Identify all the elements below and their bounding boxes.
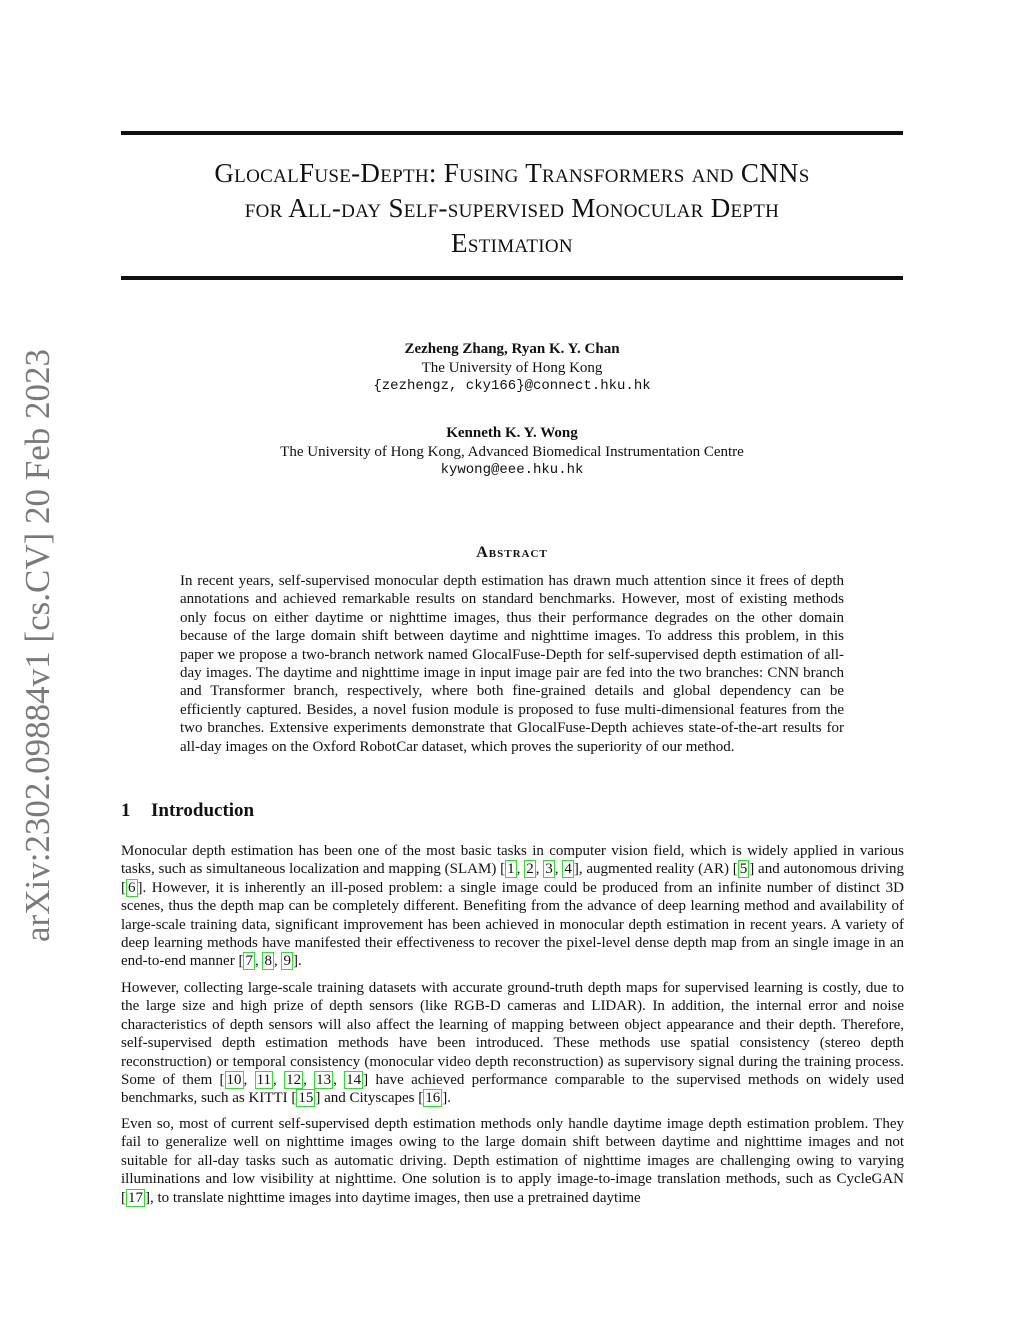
citation-separator: , xyxy=(516,861,525,878)
abstract-body: In recent years, self-supervised monocular depth estimation has drawn much attention since it frees of depth annotations and achieved remarkable results on standard benchmarks. However, most of existing methods only focus on either daytime or nighttime images, thus their performance degrades on the other domain because of the large domain shift between daytime and nighttime images. To address this problem, in this paper we propose a two-branch network named GlocalFuse-Depth for self-supervised depth estimation of all-day images. The daytime and nighttime image in input image pair are fed into the two branches: CNN branch and Transformer branch, respectively, where both fine-grained details and global dependency can be efficiently captured. Besides, a novel fusion module is proposed to fuse multi-dimensional features from the two branches. Extensive experiments demonstrate that GlocalFuse-Depth achieves state-of-the-art results for all-day images on the Oxford RobotCar dataset, which proves the superiority of our method. xyxy=(180,573,844,755)
paragraph-text: ] and autonomous driving [ xyxy=(121,861,904,896)
citation-separator: , xyxy=(333,1072,345,1089)
citation-link[interactable]: 2 xyxy=(526,861,534,878)
section-heading-introduction xyxy=(121,800,254,822)
citation-link[interactable]: 8 xyxy=(264,953,272,970)
citation-link[interactable]: 17 xyxy=(128,1189,143,1206)
citation-link[interactable]: 7 xyxy=(245,953,253,970)
title-line-3: Estimation xyxy=(451,228,573,258)
paragraph-text: Even so, most of current self-supervised depth estimation methods only handle daytime image depth estimation problem. They fail to generalize well on nighttime images owing to the large domain shift between daytime and nighttime images and not suitable for all-day tasks such as automatic driving. Depth estimation of nighttime images are challenging owing to varying illuminations and low visibility at nighttime. One solution is to apply image-to-image translation methods, such as CycleGAN [ xyxy=(121,1116,904,1206)
citation-link[interactable]: 4 xyxy=(564,861,572,878)
intro-paragraph-1 xyxy=(121,842,904,971)
citation-separator: , xyxy=(303,1072,315,1089)
author-affiliation: The University of Hong Kong, Advanced Biomedical Instrumentation Centre xyxy=(280,443,744,460)
author-email: kywong@eee.hku.hk xyxy=(440,462,584,478)
author-block xyxy=(121,424,903,480)
title-line-1: GlocalFuse-Depth: Fusing Transformers and CNNs xyxy=(214,158,810,188)
citation-separator: , xyxy=(254,953,263,970)
paragraph-text: ], augmented reality (AR) [ xyxy=(573,861,738,878)
section-title: Introduction xyxy=(151,800,255,821)
intro-paragraph-2 xyxy=(121,979,904,1108)
citation-link[interactable]: 10 xyxy=(226,1072,242,1089)
paper-title xyxy=(121,156,903,261)
paragraph-text: ] have achieved performance comparable to the supervised methods on widely used benchmarks, such as KITTI [ xyxy=(121,1072,905,1107)
citation-link[interactable]: 1 xyxy=(507,861,515,878)
citation-link[interactable]: 16 xyxy=(425,1090,441,1107)
citation-separator: , xyxy=(273,953,282,970)
title-rule-top xyxy=(121,131,903,135)
paragraph-text: ], to translate nighttime images into daytime images, then use a pretrained daytime xyxy=(145,1189,641,1206)
intro-paragraph-3 xyxy=(121,1115,904,1207)
author-names: Zezheng Zhang, Ryan K. Y. Chan xyxy=(404,341,620,357)
citation-link[interactable]: 9 xyxy=(283,953,291,970)
citation-link[interactable]: 6 xyxy=(128,879,136,896)
paragraph-text: However, collecting large-scale training datasets with accurate ground-truth depth maps for supervised learning is costly, due to the large size and high prize of depth sensors (like RGB-D cameras and LIDAR). In addition, the internal error and noise characteristics of depth sensors will also affect the learning of mapping between object appearance and their depth. Therefore, self-supervised depth estimation methods have been introduced. These methods use spatial consistency (stereo depth reconstruction) or temporal consistency (monocular video depth reconstruction) as supervisory signal during the training process. Some of them [ xyxy=(121,980,904,1089)
author-affiliation: The University of Hong Kong xyxy=(421,359,603,376)
citation-link[interactable]: 14 xyxy=(346,1072,362,1089)
citation-separator: , xyxy=(243,1072,255,1089)
title-line-2: for All-day Self-supervised Monocular Depth xyxy=(244,193,780,223)
author-email: {zezhengz, cky166}@connect.hku.hk xyxy=(373,378,651,394)
citation-separator: , xyxy=(554,861,563,878)
citation-link[interactable]: 11 xyxy=(256,1072,272,1089)
citation-link[interactable]: 5 xyxy=(739,861,748,878)
arxiv-identifier[interactable]: arXiv:2302.09884v1 [cs.CV] 20 Feb 2023 xyxy=(18,348,57,942)
author-names: Kenneth K. Y. Wong xyxy=(446,425,578,441)
paragraph-text: ]. xyxy=(442,1090,451,1107)
section-number: 1 xyxy=(121,800,131,821)
citation-link[interactable]: 3 xyxy=(545,861,553,878)
paragraph-text: Monocular depth estimation has been one of the most basic tasks in computer vision field, which is widely applied in various tasks, such as simultaneous localization and mapping (SLAM) [ xyxy=(121,843,904,878)
citation-link[interactable]: 13 xyxy=(316,1072,332,1089)
paragraph-text: ]. xyxy=(292,953,302,970)
citation-separator: , xyxy=(273,1072,285,1089)
citation-separator: , xyxy=(535,861,544,878)
paragraph-text: ] and Cityscapes [ xyxy=(315,1090,424,1107)
author-block xyxy=(121,340,903,396)
abstract-heading: Abstract xyxy=(476,544,548,561)
paragraph-text: ]. However, it is inherently an ill-posed problem: a single image could be produced from an infinite number of distinct 3D scenes, thus the depth map can be completely different. Benefiting from the advance of deep learning method and availability of large-scale training data, significant improvement has been achieved in monocular depth estimation in recent years. A variety of deep learning methods have manifested their effectiveness to recover the pixel-level dense depth map from an single image in an end-to-end manner [ xyxy=(121,879,904,970)
citation-link[interactable]: 15 xyxy=(298,1090,314,1107)
title-rule-bottom xyxy=(121,276,903,280)
citation-link[interactable]: 12 xyxy=(286,1072,302,1089)
